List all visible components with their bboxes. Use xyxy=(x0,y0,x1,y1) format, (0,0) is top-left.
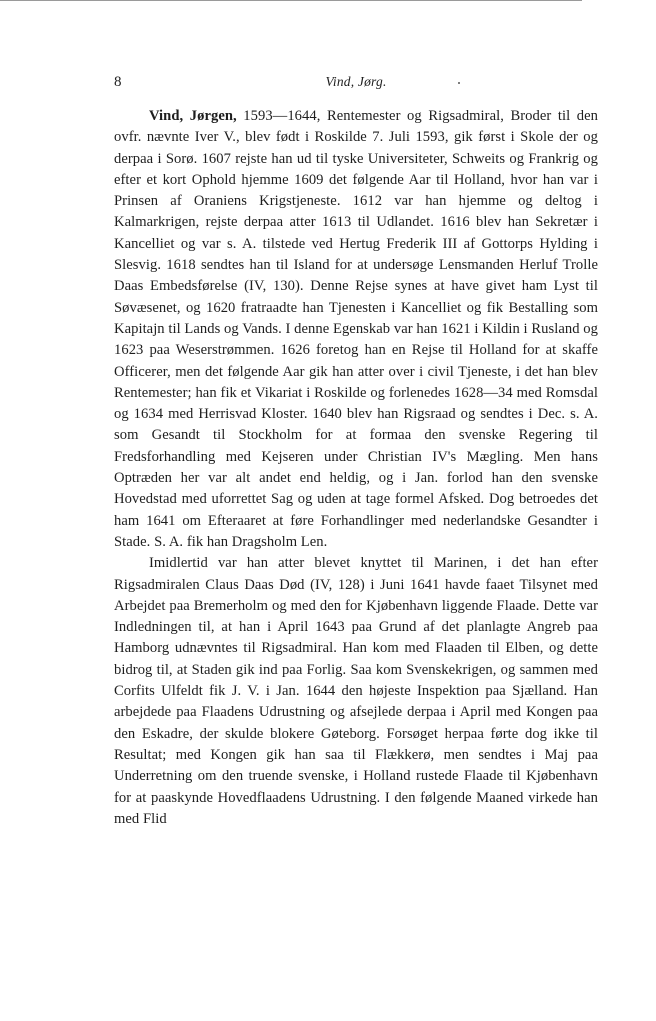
page-number: 8 xyxy=(114,74,122,90)
entry-name: Vind, Jørgen, xyxy=(149,108,237,124)
running-head: Vind, Jørg. xyxy=(325,74,387,89)
paragraph-1-text: 1593—1644, Rentemester og Rigsadmiral, Broder til den ovfr. nævnte Iver V., blev født i Roskilde 7. Juli 1593, gik først i Skole der og derpaa i Sorø. 1607 rejste han ud til tyske Universiteter, Schweits og Frankrig og efter et kort Ophold hjemme 1609 det følgende Aar til Holland, hvor han var i Prinsen af Oraniens Krigstjeneste. 1612 var han hjemme og deltog i Kalmarkrigen, rejste derpaa atter 1613 til Udlandet. 1616 blev han Sekretær i Kancelliet og var s. A. tilstede ved Hertug Frederik III af Gottorps Hylding i Slesvig. 1618 sendtes han til Island for at undersøge Lensmanden Herluf Trolle Daas Embedsførelse (IV, 130). Denne Rejse synes at have givet ham Lyst til Søvæsenet, og 1620 fratraadte han Tjenesten i Kancelliet og fik Bestalling som Kapitajn til Lands og Vands. I denne Egenskab var han 1621 i Kildin i Rusland og 1623 paa Weserstrømmen. 1626 foretog han en Rejse til Holland for at skaffe Officerer, men det følgende Aar gik han atter over i civil Tjeneste, i det han blev Rentemester; han fik et Vikariat i Roskilde og forlenedes 1628—34 med Romsdal og 1634 med Herrisvad Kloster. 1640 blev han Rigsraad og sendtes i Dec. s. A. som Gesandt til Stockholm for at formaa den svenske Regering til Fredsforhandling med Kejseren under Christian IV's Mægling. Men hans Optræden her var alt andet end heldig, og i Jan. forlod han den svenske Hovedstad med uforrettet Sag og uden at tage formel Afsked. Dog betroedes det ham 1641 om Efteraaret at føre Forhandlinger med nederlandske Gesandter i Stade. S. A. fik han Dragsholm Len. xyxy=(114,108,598,550)
print-speck xyxy=(458,82,460,84)
article-body xyxy=(114,106,598,830)
paragraph-2: Imidlertid var han atter blevet knyttet til Marinen, i det han efter Rigsadmiralen Claus Daas Død (IV, 128) i Juni 1641 havde faaet Tilsynet med Arbejdet paa Bremerholm og med den for Kjøbenhavn liggende Flaade. Dette var Indledningen til, at han i April 1643 paa Grund af det planlagte Angreb paa Hamborg udnævntes til Rigsadmiral. Han kom med Flaaden til Elben, og dette bidrog til, at Staden gik ind paa Forlig. Saa kom Svenskekrigen, og sammen med Corfits Ulfeldt fik J. V. i Jan. 1644 den højeste Inspektion paa Sjælland. Han arbejdede paa Flaadens Udrustning og afsejlede derpaa i April med Kongen paa den Eskadre, der skulde blokere Gøteborg. Forsøget herpaa førte dog ikke til Resultat; med Kongen gik han saa til Flækkerø, men sendtes i Maj paa Underretning om den truende svenske, i Holland rustede Flaade til Kjøbenhavn for at paaskynde Hovedflaadens Udrustning. I den følgende Maaned virkede han med Flid xyxy=(114,555,598,827)
page-header xyxy=(114,74,598,94)
top-rule xyxy=(0,0,582,1)
paragraph-1 xyxy=(114,106,598,553)
